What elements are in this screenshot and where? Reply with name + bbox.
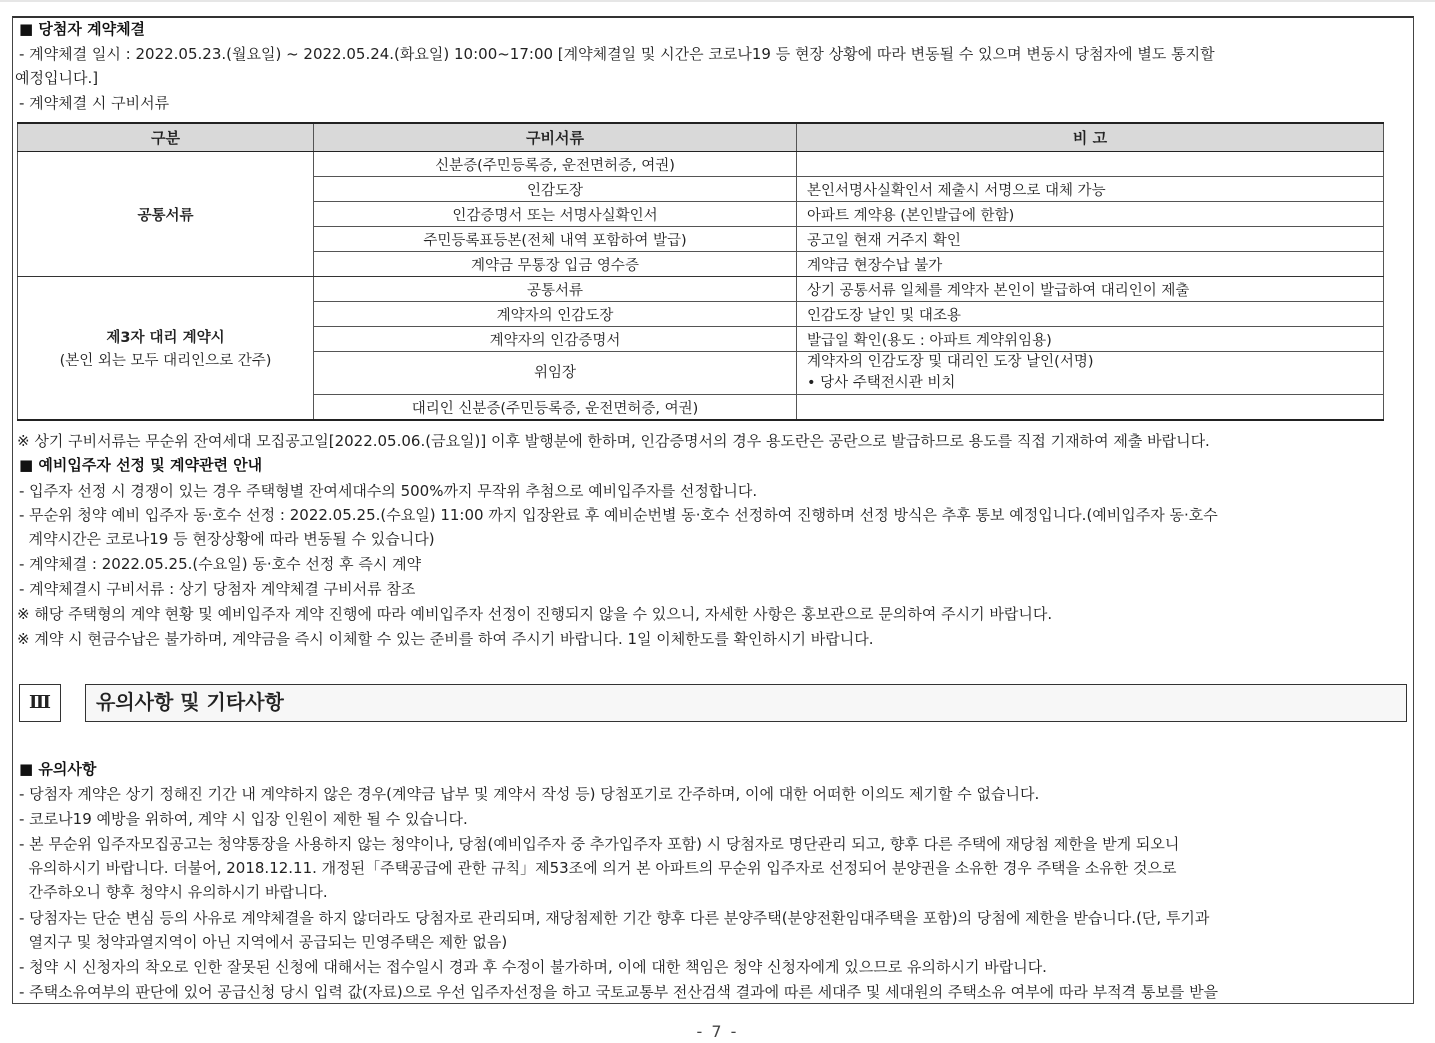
document-cell: 대리인 신분증(주민등록증, 운전면허증, 여권) xyxy=(314,395,797,421)
document-frame xyxy=(12,16,1414,1004)
note-line: • 당사 주택전시관 비치 xyxy=(807,375,956,391)
notes-line: - 당첨자 계약은 상기 정해진 기간 내 계약하지 않은 경우(계약금 납부 및 계약서 작성 등) 당첨포기로 간주하며, 이에 대한 어떠한 이의도 제기할 수 없습니다. xyxy=(19,785,1040,803)
reserve-line: - 입주자 선정 시 경쟁이 있는 경우 주택형별 잔여세대수의 500%까지 무작위 추첨으로 예비입주자를 선정합니다. xyxy=(19,482,758,500)
contract-line: - 계약체결 일시 : 2022.05.23.(월요일) ~ 2022.05.24.(화요일) 10:00~17:00 [계약체결일 및 시간은 코로나19 등 현장 상황에 따라 변동될 수 있으며 변동시 당첨자에 별도 통지할 xyxy=(19,45,1215,63)
notes-line: 유의하시기 바랍니다. 더불어, 2018.12.11. 개정된「주택공급에 관한 규칙」제53조에 의거 본 아파트의 무순위 입주자로 선정되어 분양권을 소유한 경우 주택을 소유한 것으로 xyxy=(19,859,1177,877)
page-number: - 7 - xyxy=(696,1022,739,1041)
category-proxy-label: 제3자 대리 계약시 xyxy=(106,330,225,346)
document-cell: 계약금 무통장 입금 영수증 xyxy=(314,252,797,277)
reserve-line: - 무순위 청약 예비 입주자 동·호수 선정 : 2022.05.25.(수요일) 11:00 까지 입장완료 후 예비순번별 동·호수 선정하여 진행하며 선정 방식은 추후 통보 예정입니다.(예비입주자 동·호수 xyxy=(19,506,1218,524)
note-cell xyxy=(797,395,1384,421)
notes-line: - 당첨자는 단순 변심 등의 사유로 계약체결을 하지 않더라도 당첨자로 관리되며, 재당첨제한 기간 향후 다른 분양주택(분양전환임대주택을 포함)의 당첨에 제한을 받습니다.(단, 투기과 xyxy=(19,909,1210,927)
document-cell: 위임장 xyxy=(314,352,797,395)
note-cell: 계약금 현장수납 불가 xyxy=(797,252,1384,277)
note-cell: 본인서명사실확인서 제출시 서명으로 대체 가능 xyxy=(797,177,1384,202)
note-cell xyxy=(797,152,1384,177)
note-cell: 상기 공통서류 일체를 계약자 본인이 발급하여 대리인이 제출 xyxy=(797,277,1384,302)
notes-line: - 본 무순위 입주자모집공고는 청약통장을 사용하지 않는 청약이나, 당첨(예비입주자 중 추가입주자 포함) 시 당첨자로 명단관리 되고, 향후 다른 주택에 재당첨 제한을 받게 되오니 xyxy=(19,835,1180,853)
reserve-line: ※ 계약 시 현금수납은 불가하며, 계약금을 즉시 이체할 수 있는 준비를 하여 주시기 바랍니다. 1일 이체한도를 확인하시기 바랍니다. xyxy=(17,630,874,648)
reserve-heading: ■ 예비입주자 선정 및 계약관련 안내 xyxy=(19,456,263,474)
column-header: 비 고 xyxy=(797,123,1384,152)
reserve-line: - 계약체결시 구비서류 : 상기 당첨자 계약체결 구비서류 참조 xyxy=(19,580,416,598)
document-cell: 인감증명서 또는 서명사실확인서 xyxy=(314,202,797,227)
table-row xyxy=(18,277,1384,302)
category-common: 공통서류 xyxy=(18,152,314,277)
notes-heading: ■ 유의사항 xyxy=(19,760,97,778)
notes-line: - 주택소유여부의 판단에 있어 공급신청 당시 입력 값(자료)으로 우선 입주자선정을 하고 국토교통부 전산검색 결과에 따른 세대주 및 세대원의 주택소유 여부에 따라 부적격 통보를 받을 xyxy=(19,983,1219,1001)
reserve-line: - 계약체결 : 2022.05.25.(수요일) 동·호수 선정 후 즉시 계약 xyxy=(19,555,422,573)
section-title: 유의사항 및 기타사항 xyxy=(85,684,1407,722)
document-cell: 공통서류 xyxy=(314,277,797,302)
note-cell: 인감도장 날인 및 대조용 xyxy=(797,302,1384,327)
column-header: 구비서류 xyxy=(314,123,797,152)
document-cell: 계약자의 인감증명서 xyxy=(314,327,797,352)
notes-line: - 청약 시 신청자의 착오로 인한 잘못된 신청에 대해서는 접수일시 경과 후 수정이 불가하며, 이에 대한 책임은 청약 신청자에게 있으므로 유의하시기 바랍니다. xyxy=(19,958,1047,976)
table-row xyxy=(18,152,1384,177)
category-proxy-sublabel: (본인 외는 모두 대리인으로 간주) xyxy=(59,353,272,369)
reserve-line: 계약시간은 코로나19 등 현장상황에 따라 변동될 수 있습니다) xyxy=(19,530,435,548)
top-divider xyxy=(0,0,1435,2)
contract-line: - 계약체결 시 구비서류 xyxy=(19,94,170,112)
category-proxy xyxy=(18,277,314,421)
note-cell: 아파트 계약용 (본인발급에 한함) xyxy=(797,202,1384,227)
note-line: 계약자의 인감도장 및 대리인 도장 날인(서명) xyxy=(807,354,1094,370)
document-cell: 계약자의 인감도장 xyxy=(314,302,797,327)
note-cell: 발급일 확인(용도 : 아파트 계약위임용) xyxy=(797,327,1384,352)
column-header: 구분 xyxy=(18,123,314,152)
notes-line: - 코로나19 예방을 위하여, 계약 시 입장 인원이 제한 될 수 있습니다. xyxy=(19,810,468,828)
table-header-row xyxy=(18,123,1384,152)
document-cell: 신분증(주민등록증, 운전면허증, 여권) xyxy=(314,152,797,177)
contract-line: 예정입니다.] xyxy=(15,69,99,87)
note-cell xyxy=(797,352,1384,395)
notes-line: 열지구 및 청약과열지역이 아닌 지역에서 공급되는 민영주택은 제한 없음) xyxy=(19,933,508,951)
contract-heading: ■ 당첨자 계약체결 xyxy=(19,20,146,38)
notes-line: 간주하오니 향후 청약시 유의하시기 바랍니다. xyxy=(19,883,328,901)
required-documents-table xyxy=(17,122,1384,421)
reserve-line: ※ 해당 주택형의 계약 현황 및 예비입주자 계약 진행에 따라 예비입주자 선정이 진행되지 않을 수 있으니, 자세한 사항은 홍보관으로 문의하여 주시기 바랍니다. xyxy=(17,605,1053,623)
document-cell: 주민등록표등본(전체 내역 포함하여 발급) xyxy=(314,227,797,252)
section-number: Ⅲ xyxy=(19,684,61,722)
document-cell: 인감도장 xyxy=(314,177,797,202)
table-footnote: ※ 상기 구비서류는 무순위 잔여세대 모집공고일[2022.05.06.(금요일)] 이후 발행분에 한하며, 인감증명서의 경우 용도란은 공란으로 발급하므로 용도를 직접 기재하여 제출 바랍니다. xyxy=(17,432,1210,450)
note-cell: 공고일 현재 거주지 확인 xyxy=(797,227,1384,252)
